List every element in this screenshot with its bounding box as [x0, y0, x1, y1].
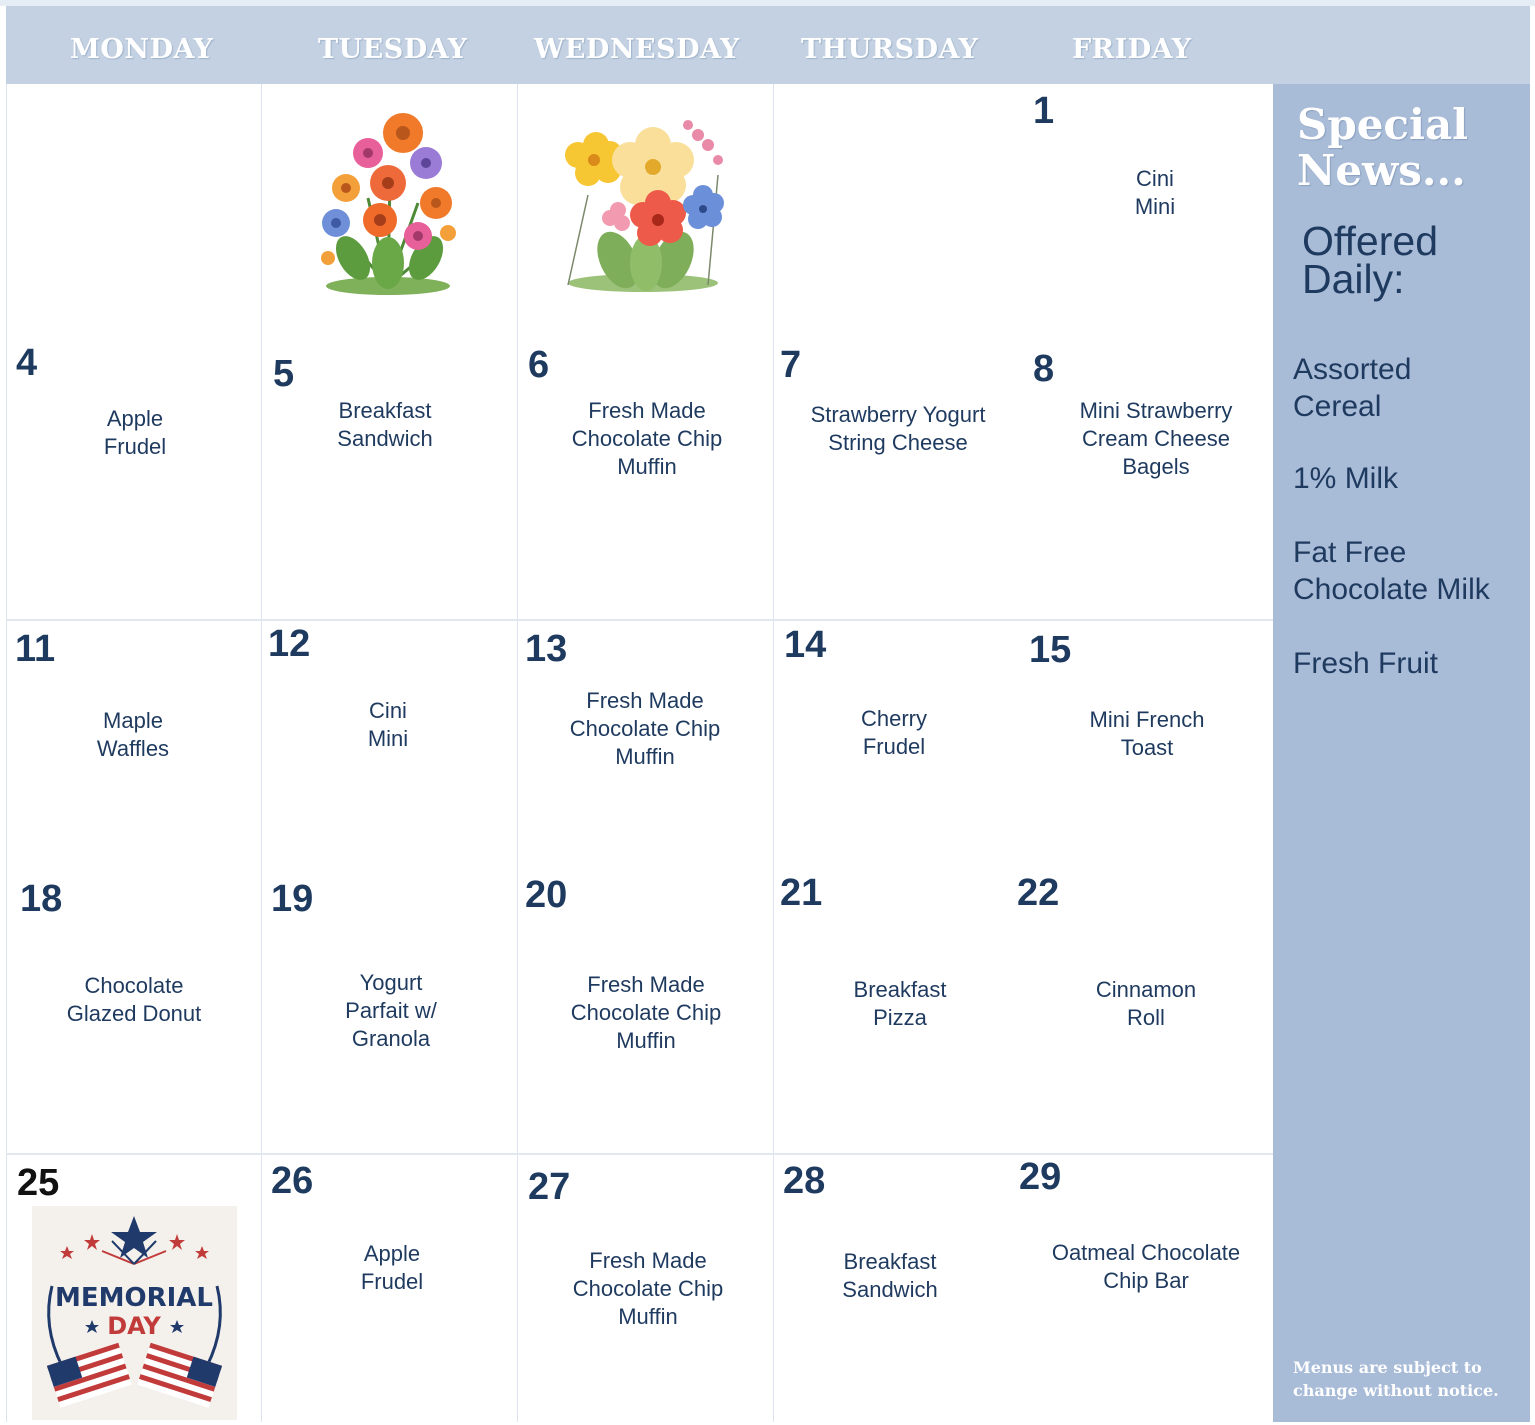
menu-item: Breakfast Sandwich [842, 1249, 938, 1302]
date-number: 12 [268, 623, 311, 665]
date-number: 21 [780, 872, 823, 914]
menu-item: Fresh Made Chocolate Chip Muffin [570, 972, 722, 1053]
date-number: 20 [525, 874, 568, 916]
flower-bouquet-image [308, 108, 468, 303]
menu-item: Cini Mini [1134, 166, 1176, 219]
date-number: 28 [783, 1160, 826, 1202]
date-number: 29 [1019, 1156, 1062, 1198]
date-number: 19 [271, 878, 314, 920]
menu-item: Chocolate Glazed Donut [66, 973, 202, 1026]
grid-divider [517, 84, 518, 1422]
weekday-wednesday: WEDNESDAY [534, 34, 740, 65]
date-number: 18 [20, 878, 63, 920]
menu-item: Cherry Frudel [860, 706, 927, 759]
weekday-monday: MONDAY [70, 34, 214, 65]
menu-item: Apple Frudel [360, 1241, 424, 1294]
date-number: 25 [17, 1162, 60, 1204]
grid-divider [773, 84, 774, 1422]
menu-item: Maple Waffles [96, 708, 170, 761]
menu-item: Oatmeal Chocolate Chip Bar [1051, 1240, 1241, 1293]
disclaimer-note: Menus are subject to change without notice. [1293, 1358, 1499, 1400]
weekday-tuesday: TUESDAY [318, 34, 468, 65]
weekday-header [6, 6, 1530, 84]
daily-item: Fresh Fruit [1293, 647, 1439, 680]
special-news-sidebar [1273, 84, 1530, 1422]
menu-item: Yogurt Parfait w/ Granola [345, 970, 437, 1051]
date-number: 22 [1017, 872, 1060, 914]
date-number: 5 [273, 353, 295, 395]
date-number: 26 [271, 1160, 314, 1202]
date-number: 4 [16, 342, 38, 384]
memorial-badge-line1: MEMORIAL [55, 1283, 213, 1313]
daily-item: Fat Free Chocolate Milk [1293, 536, 1490, 606]
menu-item: Mini French Toast [1089, 707, 1205, 760]
date-number: 8 [1033, 348, 1055, 390]
date-number: 13 [525, 628, 568, 670]
menu-item: Apple Frudel [103, 406, 167, 459]
daily-item: Assorted Cereal [1293, 353, 1412, 423]
weekday-friday: FRIDAY [1072, 34, 1192, 65]
date-number: 1 [1033, 90, 1055, 132]
date-number: 27 [528, 1166, 571, 1208]
menu-item: Fresh Made Chocolate Chip Muffin [571, 398, 723, 479]
menu-item: Breakfast Pizza [853, 977, 947, 1030]
grid-divider [261, 84, 262, 1422]
weekday-thursday: THURSDAY [801, 34, 979, 65]
menu-item: Fresh Made Chocolate Chip Muffin [569, 688, 721, 769]
daily-item: 1% Milk [1293, 462, 1399, 495]
date-number: 14 [784, 624, 827, 666]
menu-item: Strawberry Yogurt String Cheese [810, 402, 986, 455]
menu-item: Cini Mini [367, 698, 409, 751]
menu-item: Fresh Made Chocolate Chip Muffin [572, 1248, 724, 1329]
date-number: 7 [780, 344, 802, 386]
sidebar-title: Special News... [1297, 100, 1469, 195]
offered-daily-heading: Offered Daily: [1302, 218, 1438, 302]
grid-divider [6, 1153, 1273, 1155]
menu-item: Breakfast Sandwich [337, 398, 433, 451]
memorial-badge-line2: DAY [107, 1312, 161, 1340]
date-number: 6 [528, 344, 550, 386]
date-number: 15 [1029, 629, 1072, 671]
memorial-day-badge [32, 1206, 237, 1425]
menu-item: Cinnamon Roll [1095, 977, 1197, 1030]
date-number: 11 [15, 628, 56, 670]
grid-divider [6, 619, 1273, 621]
wildflower-image [548, 115, 738, 300]
menu-item: Mini Strawberry Cream Cheese Bagels [1079, 398, 1233, 479]
